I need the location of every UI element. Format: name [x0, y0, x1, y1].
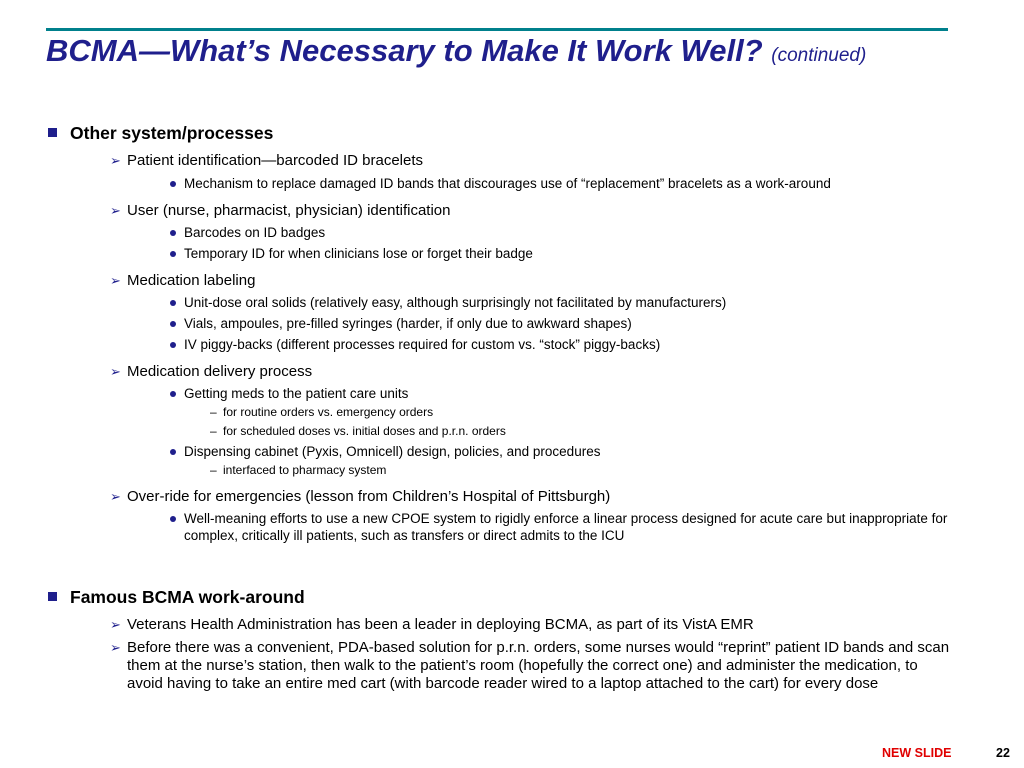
page-number: 22 [996, 746, 1010, 760]
arrow-bullet-icon: ➢ [110, 640, 121, 655]
list-item: Getting meds to the patient care units [170, 385, 974, 402]
list-item: Temporary ID for when clinicians lose or forget their badge [170, 245, 974, 262]
list-item: Vials, ampoules, pre-filled syringes (harder, if only due to awkward shapes) [170, 315, 974, 332]
list-item: ➢ Patient identification—barcoded ID bracelets [110, 152, 424, 169]
list-item: ➢ Medication labeling [110, 272, 256, 289]
dot-bullet-icon [170, 181, 176, 187]
list-item: ➢ Over-ride for emergencies (lesson from Children’s Hospital of Pittsburgh) [110, 488, 611, 505]
list-item: ➢ Veterans Health Administration has been a leader in deploying BCMA, as part of its VistA EMR [110, 616, 754, 633]
list-item: ➢ Medication delivery process [110, 363, 313, 380]
dash-bullet-icon: – [210, 405, 217, 419]
list-item: ➢ User (nurse, pharmacist, physician) identification [110, 202, 451, 219]
arrow-bullet-icon: ➢ [110, 617, 121, 632]
dash-bullet-icon: – [210, 424, 217, 438]
dot-bullet-icon [170, 342, 176, 348]
dash-bullet-icon: – [210, 463, 217, 477]
arrow-bullet-icon: ➢ [110, 489, 121, 504]
arrow-bullet-icon: ➢ [110, 364, 121, 379]
list-item: – interfaced to pharmacy system [210, 463, 387, 477]
list-item: – for scheduled doses vs. initial doses and p.r.n. orders [210, 424, 506, 438]
list-item: Well-meaning efforts to use a new CPOE system to rigidly enforce a linear process designed for acute care but inappropriate for complex, critically ill patients, such as transfers or direct admits to the ICU [170, 510, 974, 544]
arrow-bullet-icon: ➢ [110, 273, 121, 288]
slide-title [46, 33, 866, 69]
dot-bullet-icon [170, 251, 176, 257]
list-item: Unit-dose oral solids (relatively easy, although surprisingly not facilitated by manufacturers) [170, 294, 974, 311]
dot-bullet-icon [170, 391, 176, 397]
dot-bullet-icon [170, 321, 176, 327]
arrow-bullet-icon: ➢ [110, 203, 121, 218]
list-item: Dispensing cabinet (Pyxis, Omnicell) design, policies, and procedures [170, 443, 974, 460]
section2-items [46, 616, 957, 693]
dot-bullet-icon [170, 449, 176, 455]
square-bullet-icon [48, 592, 57, 601]
list-item: Mechanism to replace damaged ID bands that discourages use of “replacement” bracelets as a work-around [170, 175, 974, 192]
list-item: Barcodes on ID badges [170, 224, 974, 241]
arrow-bullet-icon: ➢ [110, 153, 121, 168]
dot-bullet-icon [170, 516, 176, 522]
dot-bullet-icon [170, 230, 176, 236]
title-rule [46, 28, 948, 31]
list-item: IV piggy-backs (different processes required for custom vs. “stock” piggy-backs) [170, 336, 974, 353]
list-item: – for routine orders vs. emergency orders [210, 405, 434, 419]
new-slide-label: NEW SLIDE [882, 746, 952, 760]
slide-title-suffix: (continued) [771, 45, 867, 66]
dot-bullet-icon [170, 300, 176, 306]
slide-title-text: BCMA—What’s Necessary to Make It Work Well? [46, 33, 763, 68]
section1-items [46, 152, 974, 544]
square-bullet-icon [48, 128, 57, 137]
list-item: ➢ Before there was a convenient, PDA-based solution for p.r.n. orders, some nurses would “reprint” patient ID bands and scan them at the nurse’s station, then walk to the patient’s room (hopefully the correct one) and administer the medication, to avoid having to take an entire med cart (with barcode reader wired to a laptop attached to the cart) for every dose [110, 639, 950, 692]
